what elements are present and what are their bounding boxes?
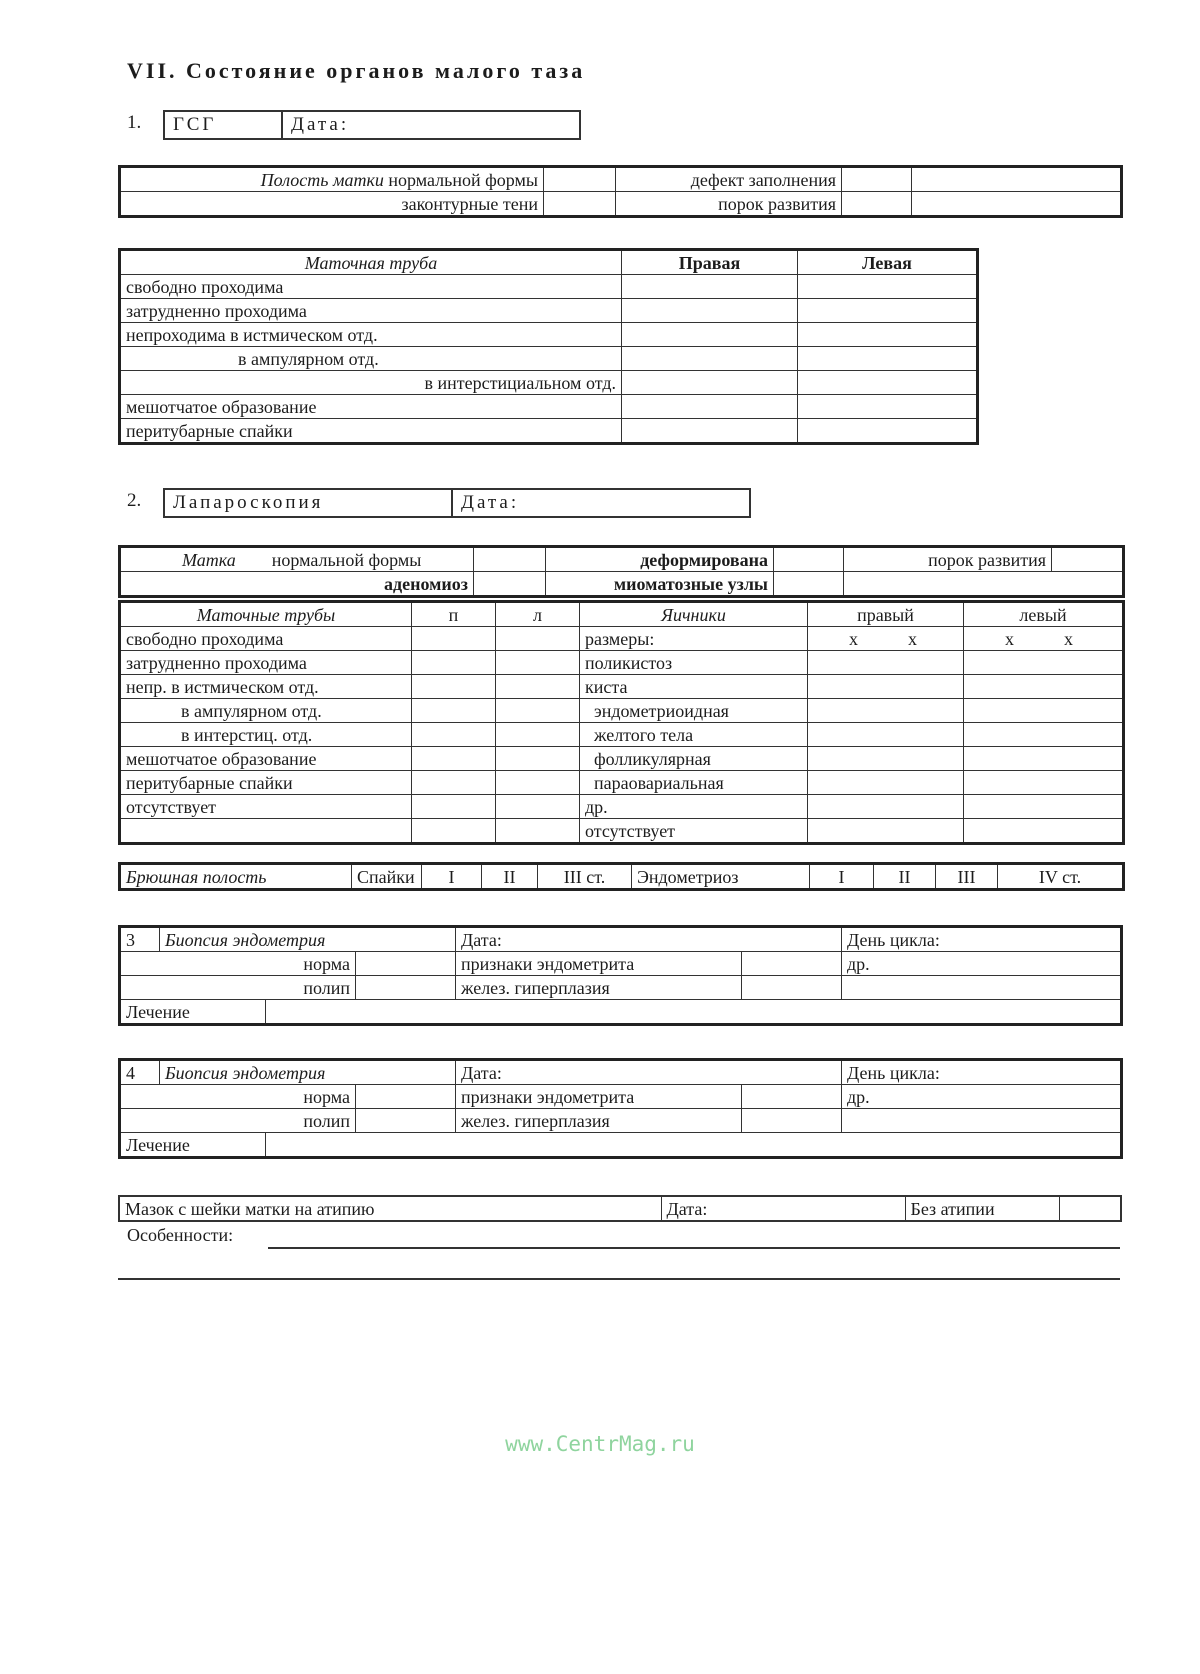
biopsy-norm-label: норма bbox=[120, 952, 356, 976]
abdomen-label: Брюшная полость bbox=[120, 864, 352, 890]
biopsy-endometritis-cell[interactable] bbox=[742, 952, 842, 976]
uterus-table bbox=[118, 545, 1125, 598]
tube-row-label: отсутствует bbox=[120, 795, 412, 819]
ovary-row-label: поликистоз bbox=[580, 651, 808, 675]
ovary-cell[interactable] bbox=[964, 675, 1124, 699]
uterus-myoma-cell[interactable] bbox=[774, 572, 844, 597]
adhesion-grade[interactable]: III ст. bbox=[538, 864, 632, 890]
ovary-left-size[interactable]: х х bbox=[964, 627, 1124, 651]
endometriosis-label: Эндометриоз bbox=[632, 864, 810, 890]
biopsy-hyperplasia-cell[interactable] bbox=[742, 1109, 842, 1133]
biopsy-cycle-day[interactable]: День цикла: bbox=[842, 1060, 1122, 1085]
uterus-adenomyosis-label: аденомиоз bbox=[120, 572, 474, 597]
hsg-date-label[interactable]: Дата: bbox=[291, 114, 350, 135]
ovary-cell[interactable] bbox=[808, 795, 964, 819]
tube-row-label: в ампулярном отд. bbox=[120, 699, 412, 723]
biopsy-treatment-label: Лечение bbox=[120, 1133, 266, 1158]
biopsy-extra-cell[interactable] bbox=[842, 1109, 1122, 1133]
uterus-myoma-label: миоматозные узлы bbox=[546, 572, 774, 597]
section-2-number: 2. bbox=[127, 490, 142, 511]
biopsy-title: Биопсия эндометрия bbox=[160, 927, 456, 952]
tube-cell[interactable] bbox=[412, 771, 496, 795]
biopsy-other[interactable]: др. bbox=[842, 952, 1122, 976]
section-title: VII. Состояние органов малого таза bbox=[127, 58, 586, 83]
cavity-shadows-cell[interactable] bbox=[544, 192, 616, 217]
biopsy-other[interactable]: др. bbox=[842, 1085, 1122, 1109]
biopsy-endometritis-label: признаки эндометрита bbox=[456, 952, 742, 976]
tube-row-label bbox=[120, 819, 412, 844]
biopsy-date[interactable]: Дата: bbox=[456, 1060, 842, 1085]
hsg-tubes-header: Маточная труба bbox=[120, 250, 622, 275]
ovary-row-label: киста bbox=[580, 675, 808, 699]
cavity-defect-cell[interactable] bbox=[842, 167, 912, 192]
ovary-cell[interactable] bbox=[964, 651, 1124, 675]
adhesion-grade[interactable]: I bbox=[422, 864, 482, 890]
hsg-label: ГСГ bbox=[165, 112, 283, 138]
notes-label: Особенности: bbox=[127, 1225, 234, 1245]
tubes-ovaries-table bbox=[118, 600, 1125, 845]
hsg-cell[interactable] bbox=[622, 395, 798, 419]
biopsy-4-table bbox=[118, 1058, 1123, 1159]
adhesion-grade[interactable]: II bbox=[482, 864, 538, 890]
hsg-cell[interactable] bbox=[798, 371, 978, 395]
tube-cell[interactable] bbox=[496, 795, 580, 819]
uterus-normal-cell[interactable] bbox=[474, 547, 546, 572]
smear-label: Мазок с шейки матки на атипию bbox=[119, 1196, 661, 1221]
tube-cell[interactable] bbox=[412, 723, 496, 747]
hsg-row-label: свободно проходима bbox=[120, 275, 622, 299]
hsg-row-label: в интерстициальном отд. bbox=[120, 371, 622, 395]
hsg-right-header: Правая bbox=[622, 250, 798, 275]
notes-line[interactable] bbox=[268, 1247, 1120, 1249]
tube-cell[interactable] bbox=[496, 651, 580, 675]
tube-cell[interactable] bbox=[412, 699, 496, 723]
hsg-cell[interactable] bbox=[622, 323, 798, 347]
cavity-normal-cell[interactable] bbox=[544, 167, 616, 192]
hsg-row-label: перитубарные спайки bbox=[120, 419, 622, 444]
biopsy-extra-cell[interactable] bbox=[842, 976, 1122, 1000]
ovary-cell[interactable] bbox=[964, 771, 1124, 795]
tube-cell[interactable] bbox=[412, 819, 496, 844]
ovary-cell[interactable] bbox=[808, 723, 964, 747]
hsg-cell[interactable] bbox=[622, 347, 798, 371]
hsg-cell[interactable] bbox=[798, 347, 978, 371]
ovary-row-label: отсутствует bbox=[580, 819, 808, 844]
biopsy-endometritis-label: признаки эндометрита bbox=[456, 1085, 742, 1109]
uterus-malformation-cell[interactable] bbox=[1052, 547, 1124, 572]
lap-tubes-header: Маточные трубы bbox=[120, 602, 412, 627]
tube-cell[interactable] bbox=[412, 795, 496, 819]
hsg-row-label: затрудненно проходима bbox=[120, 299, 622, 323]
biopsy-treatment-cell[interactable] bbox=[266, 1133, 1122, 1158]
hsg-tubes-table bbox=[118, 248, 979, 445]
hsg-cell[interactable] bbox=[622, 371, 798, 395]
hsg-cell[interactable] bbox=[798, 395, 978, 419]
tube-cell[interactable] bbox=[496, 699, 580, 723]
ovary-cell[interactable] bbox=[964, 699, 1124, 723]
tube-row-label: в интерстиц. отд. bbox=[120, 723, 412, 747]
biopsy-title: Биопсия эндометрия bbox=[160, 1060, 456, 1085]
cavity-defect-label: дефект заполнения bbox=[616, 167, 842, 192]
biopsy-norm-cell[interactable] bbox=[356, 952, 456, 976]
cavity-malformation-label: порок развития bbox=[616, 192, 842, 217]
adhesions-label: Спайки bbox=[352, 864, 422, 890]
cavity-malformation-cell[interactable] bbox=[842, 192, 912, 217]
hsg-cell[interactable] bbox=[622, 419, 798, 444]
ovary-right-header: правый bbox=[808, 602, 964, 627]
tube-row-label: непр. в истмическом отд. bbox=[120, 675, 412, 699]
laparoscopy-header-box bbox=[163, 488, 751, 518]
ovary-cell[interactable] bbox=[808, 651, 964, 675]
biopsy-hyperplasia-label: желез. гиперплазия bbox=[456, 1109, 742, 1133]
ovary-cell[interactable] bbox=[808, 819, 964, 844]
ovary-cell[interactable] bbox=[964, 819, 1124, 844]
smear-date[interactable]: Дата: bbox=[661, 1196, 905, 1221]
biopsy-norm-cell[interactable] bbox=[356, 1085, 456, 1109]
ovaries-header: Яичники bbox=[580, 602, 808, 627]
smear-no-atypia-label: Без атипии bbox=[905, 1196, 1059, 1221]
ovary-cell[interactable] bbox=[808, 675, 964, 699]
hsg-cell[interactable] bbox=[798, 275, 978, 299]
laparoscopy-date-label[interactable]: Дата: bbox=[461, 492, 520, 513]
laparoscopy-label: Лапароскопия bbox=[165, 490, 453, 516]
biopsy-cycle-day[interactable]: День цикла: bbox=[842, 927, 1122, 952]
lap-left-tube-header: л bbox=[496, 602, 580, 627]
endometriosis-grade[interactable]: IV ст. bbox=[998, 864, 1124, 890]
notes-line-2[interactable] bbox=[118, 1278, 1120, 1280]
watermark: www.CentrMag.ru bbox=[505, 1432, 695, 1456]
smear-no-atypia-cell[interactable] bbox=[1059, 1196, 1121, 1221]
biopsy-endometritis-cell[interactable] bbox=[742, 1085, 842, 1109]
endometriosis-grade[interactable]: II bbox=[874, 864, 936, 890]
biopsy-date[interactable]: Дата: bbox=[456, 927, 842, 952]
ovary-cell[interactable] bbox=[808, 771, 964, 795]
uterus-malformation-label: порок развития bbox=[844, 547, 1052, 572]
tube-cell[interactable] bbox=[496, 819, 580, 844]
tube-cell[interactable] bbox=[496, 723, 580, 747]
ovary-cell[interactable] bbox=[964, 747, 1124, 771]
ovary-cell[interactable] bbox=[808, 747, 964, 771]
hsg-cell[interactable] bbox=[622, 299, 798, 323]
hsg-cell[interactable] bbox=[798, 299, 978, 323]
tube-cell[interactable] bbox=[412, 627, 496, 651]
ovary-cell[interactable] bbox=[964, 795, 1124, 819]
biopsy-number: 4 bbox=[120, 1060, 160, 1085]
abdomen-table bbox=[118, 862, 1125, 891]
smear-table bbox=[118, 1195, 1122, 1222]
tube-cell[interactable] bbox=[496, 627, 580, 651]
hsg-left-header: Левая bbox=[798, 250, 978, 275]
ovary-right-size[interactable]: х х bbox=[808, 627, 964, 651]
uterus-deformed-cell[interactable] bbox=[774, 547, 844, 572]
ovary-row-label: др. bbox=[580, 795, 808, 819]
tube-cell[interactable] bbox=[412, 747, 496, 771]
tube-cell[interactable] bbox=[496, 771, 580, 795]
biopsy-hyperplasia-cell[interactable] bbox=[742, 976, 842, 1000]
hsg-cell[interactable] bbox=[798, 419, 978, 444]
tube-cell[interactable] bbox=[412, 675, 496, 699]
ovary-row-label: параовариальная bbox=[580, 771, 808, 795]
ovary-row-label: эндометриоидная bbox=[580, 699, 808, 723]
uterus-empty-cell[interactable] bbox=[844, 572, 1124, 597]
uterus-deformed-label: деформирована bbox=[546, 547, 774, 572]
uterine-cavity-table bbox=[118, 165, 1123, 218]
endometriosis-grade[interactable]: III bbox=[936, 864, 998, 890]
tube-row-label: затрудненно проходима bbox=[120, 651, 412, 675]
biopsy-polyp-label: полип bbox=[120, 1109, 356, 1133]
uterus-adenomyosis-cell[interactable] bbox=[474, 572, 546, 597]
ovary-row-label: фолликулярная bbox=[580, 747, 808, 771]
tube-cell[interactable] bbox=[496, 747, 580, 771]
hsg-cell[interactable] bbox=[622, 275, 798, 299]
cavity-shadows-label: законтурные тени bbox=[120, 192, 544, 217]
hsg-header-box bbox=[163, 110, 581, 140]
ovary-row-label: размеры: bbox=[580, 627, 808, 651]
tube-cell[interactable] bbox=[496, 675, 580, 699]
uterus-normal-label: Матка нормальной формы bbox=[120, 547, 474, 572]
biopsy-number: 3 bbox=[120, 927, 160, 952]
ovary-row-label: желтого тела bbox=[580, 723, 808, 747]
biopsy-polyp-label: полип bbox=[120, 976, 356, 1000]
section-1-number: 1. bbox=[127, 112, 142, 133]
biopsy-hyperplasia-label: желез. гиперплазия bbox=[456, 976, 742, 1000]
cavity-extra-cell-2[interactable] bbox=[912, 192, 1122, 217]
cavity-extra-cell[interactable] bbox=[912, 167, 1122, 192]
hsg-row-label: непроходима в истмическом отд. bbox=[120, 323, 622, 347]
lap-right-tube-header: п bbox=[412, 602, 496, 627]
hsg-row-label: в ампулярном отд. bbox=[120, 347, 622, 371]
hsg-row-label: мешотчатое образование bbox=[120, 395, 622, 419]
ovary-cell[interactable] bbox=[964, 723, 1124, 747]
ovary-left-header: левый bbox=[964, 602, 1124, 627]
biopsy-treatment-label: Лечение bbox=[120, 1000, 266, 1025]
tube-row-label: свободно проходима bbox=[120, 627, 412, 651]
biopsy-polyp-cell[interactable] bbox=[356, 1109, 456, 1133]
ovary-cell[interactable] bbox=[808, 699, 964, 723]
biopsy-3-table bbox=[118, 925, 1123, 1026]
tube-cell[interactable] bbox=[412, 651, 496, 675]
biopsy-polyp-cell[interactable] bbox=[356, 976, 456, 1000]
tube-row-label: мешотчатое образование bbox=[120, 747, 412, 771]
cavity-normal-label: Полость матки нормальной формы bbox=[120, 167, 544, 192]
biopsy-norm-label: норма bbox=[120, 1085, 356, 1109]
tube-row-label: перитубарные спайки bbox=[120, 771, 412, 795]
biopsy-treatment-cell[interactable] bbox=[266, 1000, 1122, 1025]
hsg-cell[interactable] bbox=[798, 323, 978, 347]
endometriosis-grade[interactable]: I bbox=[810, 864, 874, 890]
